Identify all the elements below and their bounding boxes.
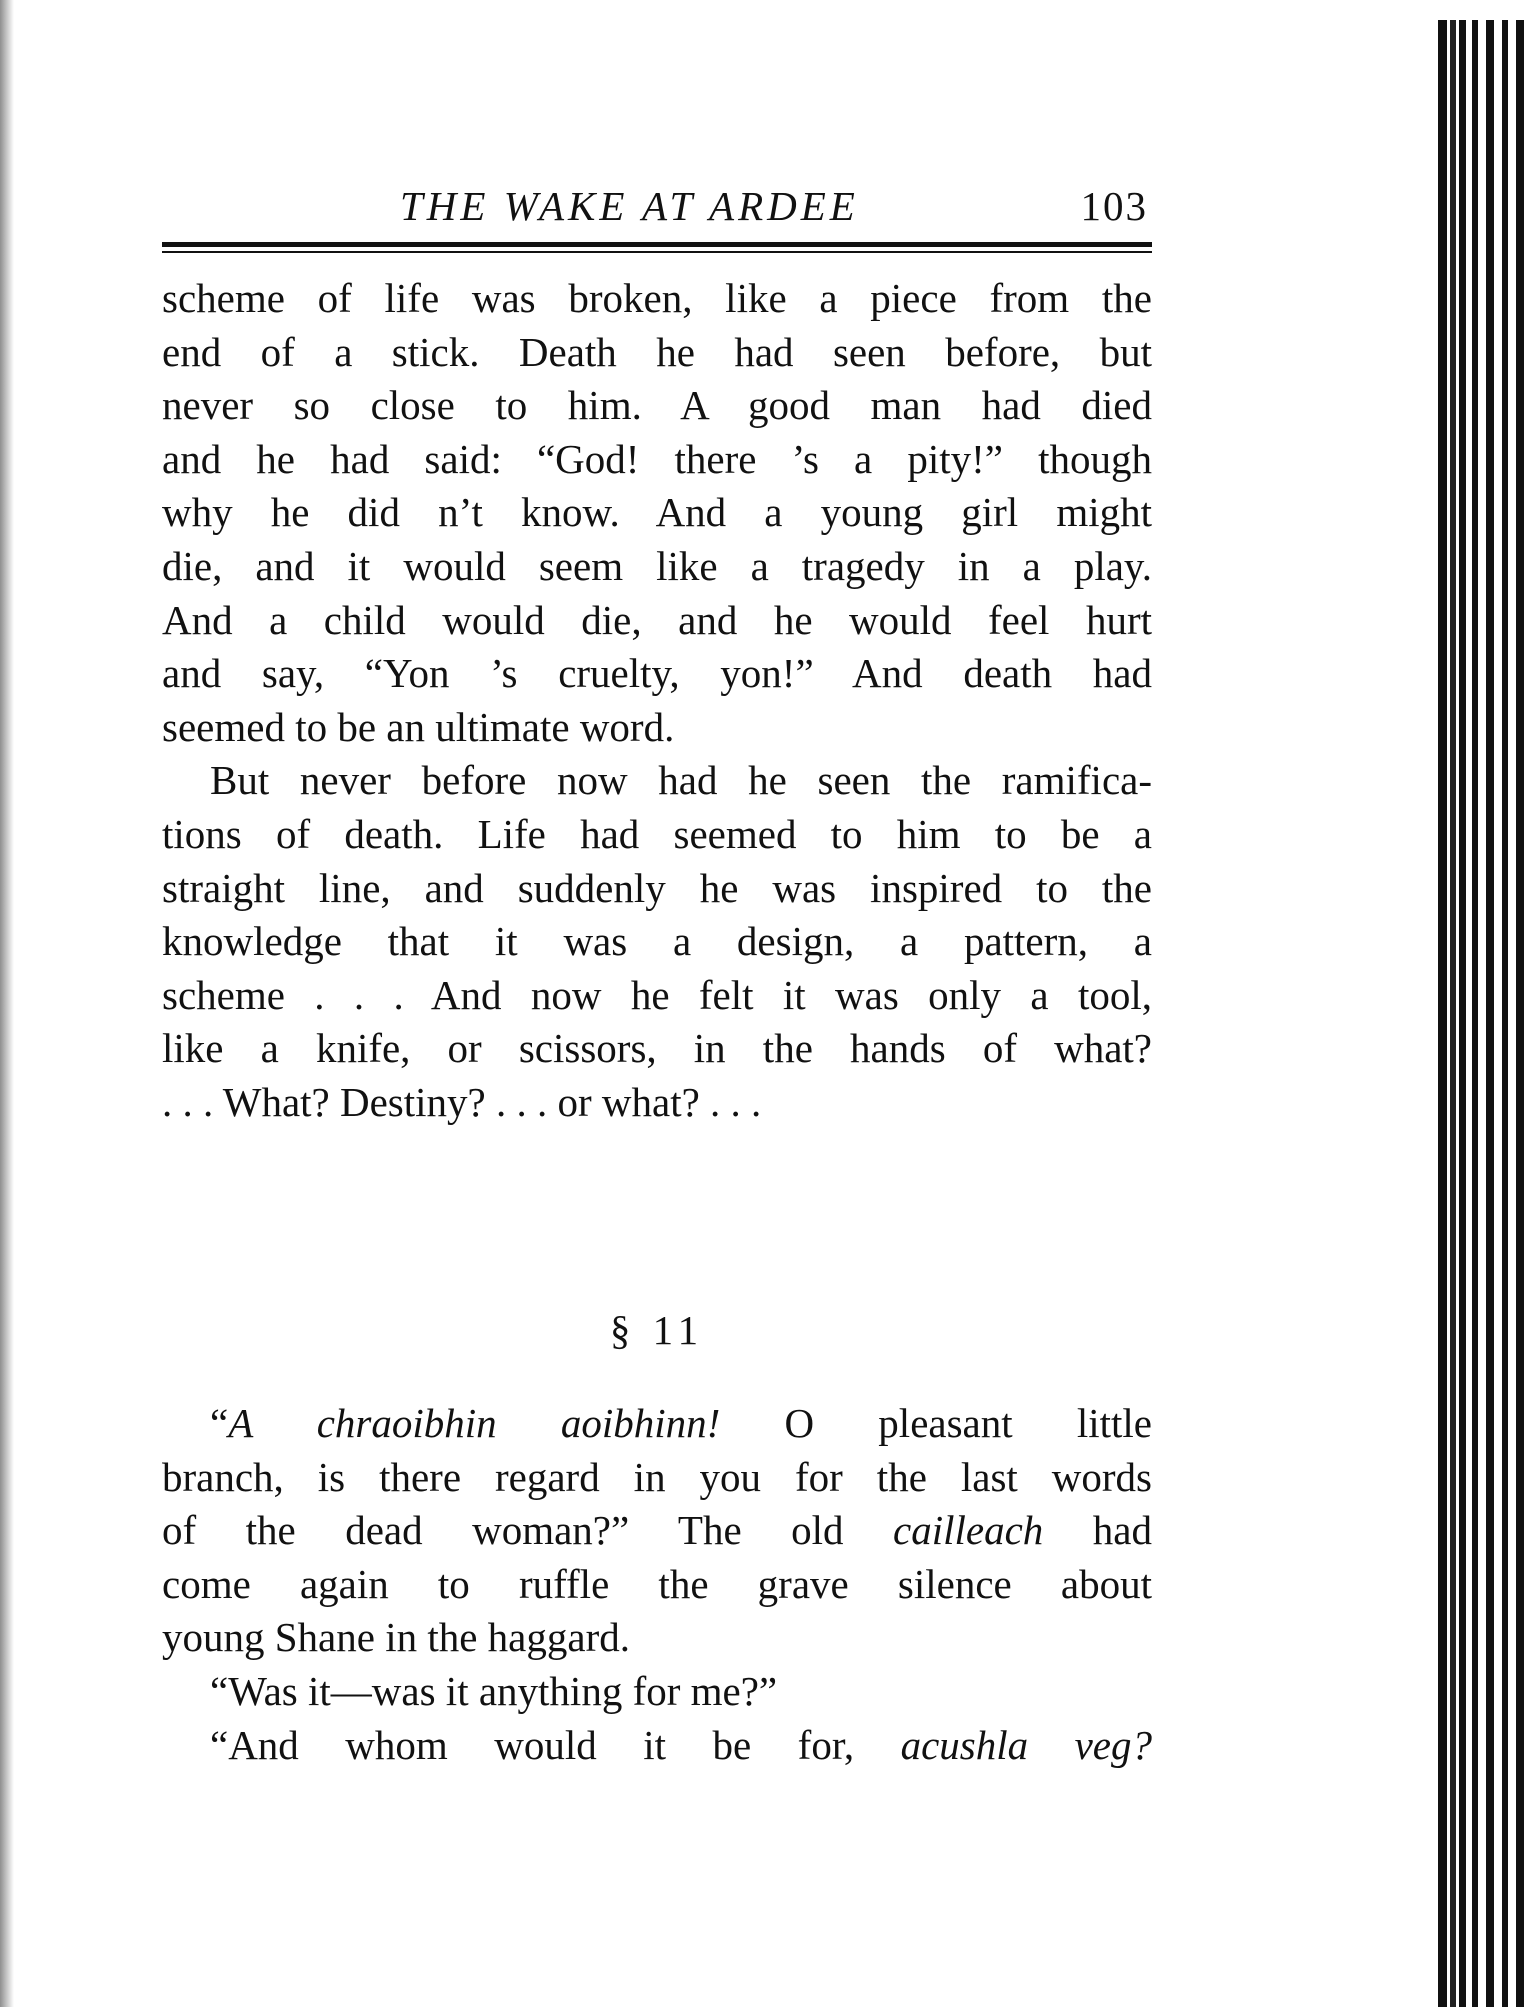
- header-rule-thin: [162, 251, 1152, 253]
- text-line: scheme of life was broken, like a piece from the: [162, 275, 1152, 321]
- text-line: [162, 1504, 1152, 1558]
- page-header: [162, 176, 1152, 236]
- text-line: straight line, and suddenly he was inspired to the: [162, 864, 1152, 911]
- text-line: come again to ruffle the grave silence about: [162, 1560, 1152, 1607]
- text-line: never so close to him. A good man had died: [162, 382, 1152, 429]
- right-binding-edge-outer: [1472, 20, 1528, 2007]
- paragraph-1: [162, 272, 1152, 754]
- text-line: young Shane in the haggard.: [162, 1614, 630, 1661]
- text-line: and he had said: “God! there ’s a pity!” though: [162, 435, 1152, 482]
- text-line: But never before now had he seen the ramifica-: [210, 757, 1152, 804]
- left-binding-edge: [0, 0, 14, 2007]
- text-line: knowledge that it was a design, a pattern, a: [162, 918, 1152, 965]
- irish-word: cailleach: [893, 1507, 1044, 1554]
- text-line: like a knife, or scissors, in the hands of what?: [162, 1025, 1152, 1072]
- text-line: [162, 1719, 1152, 1773]
- text-segment: “And whom would it be for,: [210, 1721, 901, 1768]
- text-segment: O pleasant little: [720, 1400, 1152, 1446]
- text-line: die, and it would seem like a tragedy in a play.: [162, 542, 1152, 589]
- irish-phrase: A chraoibhin aoibhinn!: [228, 1400, 721, 1446]
- text-line: end of a stick. Death he had seen before, but: [162, 328, 1152, 375]
- paragraph-4: [162, 1665, 1152, 1719]
- paragraph-2: [162, 754, 1152, 1129]
- text-line: And a child would die, and he would feel hurt: [162, 596, 1152, 643]
- text-line: scheme . . . And now he felt it was only a tool,: [162, 971, 1152, 1018]
- section-heading: § 11: [609, 1307, 705, 1353]
- text-segment: of the dead woman?” The old: [162, 1507, 894, 1554]
- text-line: seemed to be an ultimate word.: [162, 703, 675, 750]
- text-line: why he did n’t know. And a young girl might: [162, 489, 1152, 536]
- paragraph-3: [162, 1397, 1152, 1665]
- text-line: “Was it—was it anything for me?”: [210, 1667, 778, 1714]
- text-line: . . . What? Destiny? . . . or what? . . .: [162, 1078, 762, 1125]
- body-text-bottom: [162, 1397, 1152, 1772]
- running-title: THE WAKE AT ARDEE: [400, 183, 859, 229]
- text-line: branch, is there regard in you for the last words: [162, 1453, 1152, 1500]
- text-line: tions of death. Life had seemed to him to be a: [162, 810, 1152, 857]
- paragraph-5: [162, 1719, 1152, 1773]
- irish-phrase: acushla veg?: [900, 1721, 1152, 1768]
- text-segment: had: [1043, 1507, 1152, 1554]
- page-number: 103: [1080, 183, 1148, 229]
- open-quote: “: [210, 1400, 229, 1446]
- text-line: [162, 1397, 1152, 1451]
- header-rule-thick: [162, 242, 1152, 247]
- text-line: and say, “Yon ’s cruelty, yon!” And death had: [162, 650, 1152, 697]
- body-text-top: [162, 272, 1152, 1130]
